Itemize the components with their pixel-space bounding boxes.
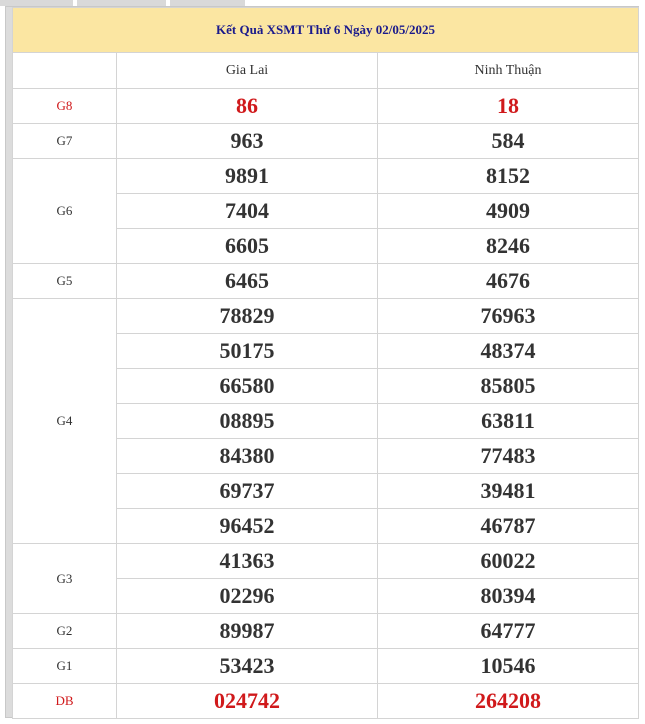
result-ninh-thuan: 80394: [378, 579, 639, 614]
prize-header-cell: [13, 53, 117, 89]
results-container: [5, 6, 639, 718]
table-row: [13, 124, 639, 159]
result-gia-lai: 78829: [117, 299, 378, 334]
result-ninh-thuan: 39481: [378, 474, 639, 509]
column-header-gia-lai: Gia Lai: [117, 53, 378, 89]
table-row: [13, 544, 639, 579]
result-ninh-thuan: 64777: [378, 614, 639, 649]
result-ninh-thuan: 10546: [378, 649, 639, 684]
prize-label-db: DB: [13, 684, 117, 719]
result-gia-lai: 6605: [117, 229, 378, 264]
result-gia-lai: 02296: [117, 579, 378, 614]
result-ninh-thuan: 46787: [378, 509, 639, 544]
result-ninh-thuan: 8246: [378, 229, 639, 264]
prize-label-g8: G8: [13, 89, 117, 124]
result-gia-lai: 024742: [117, 684, 378, 719]
prize-label-g6: G6: [13, 159, 117, 264]
column-header-ninh-thuan: Ninh Thuận: [378, 53, 639, 89]
result-ninh-thuan: 60022: [378, 544, 639, 579]
result-gia-lai: 9891: [117, 159, 378, 194]
prize-label-g5: G5: [13, 264, 117, 299]
result-gia-lai: 08895: [117, 404, 378, 439]
result-ninh-thuan: 63811: [378, 404, 639, 439]
result-ninh-thuan: 8152: [378, 159, 639, 194]
table-row: [13, 684, 639, 719]
result-gia-lai: 50175: [117, 334, 378, 369]
result-ninh-thuan: 77483: [378, 439, 639, 474]
result-ninh-thuan: 18: [378, 89, 639, 124]
table-row: [13, 264, 639, 299]
result-gia-lai: 6465: [117, 264, 378, 299]
result-ninh-thuan: 4909: [378, 194, 639, 229]
prize-label-g1: G1: [13, 649, 117, 684]
result-gia-lai: 89987: [117, 614, 378, 649]
result-ninh-thuan: 584: [378, 124, 639, 159]
table-row: [13, 614, 639, 649]
result-gia-lai: 66580: [117, 369, 378, 404]
result-gia-lai: 84380: [117, 439, 378, 474]
result-ninh-thuan: 85805: [378, 369, 639, 404]
result-gia-lai: 7404: [117, 194, 378, 229]
result-ninh-thuan: 76963: [378, 299, 639, 334]
result-gia-lai: 963: [117, 124, 378, 159]
result-ninh-thuan: 48374: [378, 334, 639, 369]
table-row: [13, 89, 639, 124]
result-gia-lai: 41363: [117, 544, 378, 579]
results-title: Kết Quả XSMT Thứ 6 Ngày 02/05/2025: [13, 8, 639, 53]
prize-label-g3: G3: [13, 544, 117, 614]
table-row: [13, 159, 639, 194]
results-body: [13, 89, 639, 719]
prize-label-g7: G7: [13, 124, 117, 159]
result-ninh-thuan: 4676: [378, 264, 639, 299]
result-gia-lai: 69737: [117, 474, 378, 509]
lottery-results-table: [12, 7, 639, 719]
result-ninh-thuan: 264208: [378, 684, 639, 719]
result-gia-lai: 96452: [117, 509, 378, 544]
table-row: [13, 649, 639, 684]
prize-label-g2: G2: [13, 614, 117, 649]
result-gia-lai: 86: [117, 89, 378, 124]
prize-label-g4: G4: [13, 299, 117, 544]
table-row: [13, 299, 639, 334]
result-gia-lai: 53423: [117, 649, 378, 684]
